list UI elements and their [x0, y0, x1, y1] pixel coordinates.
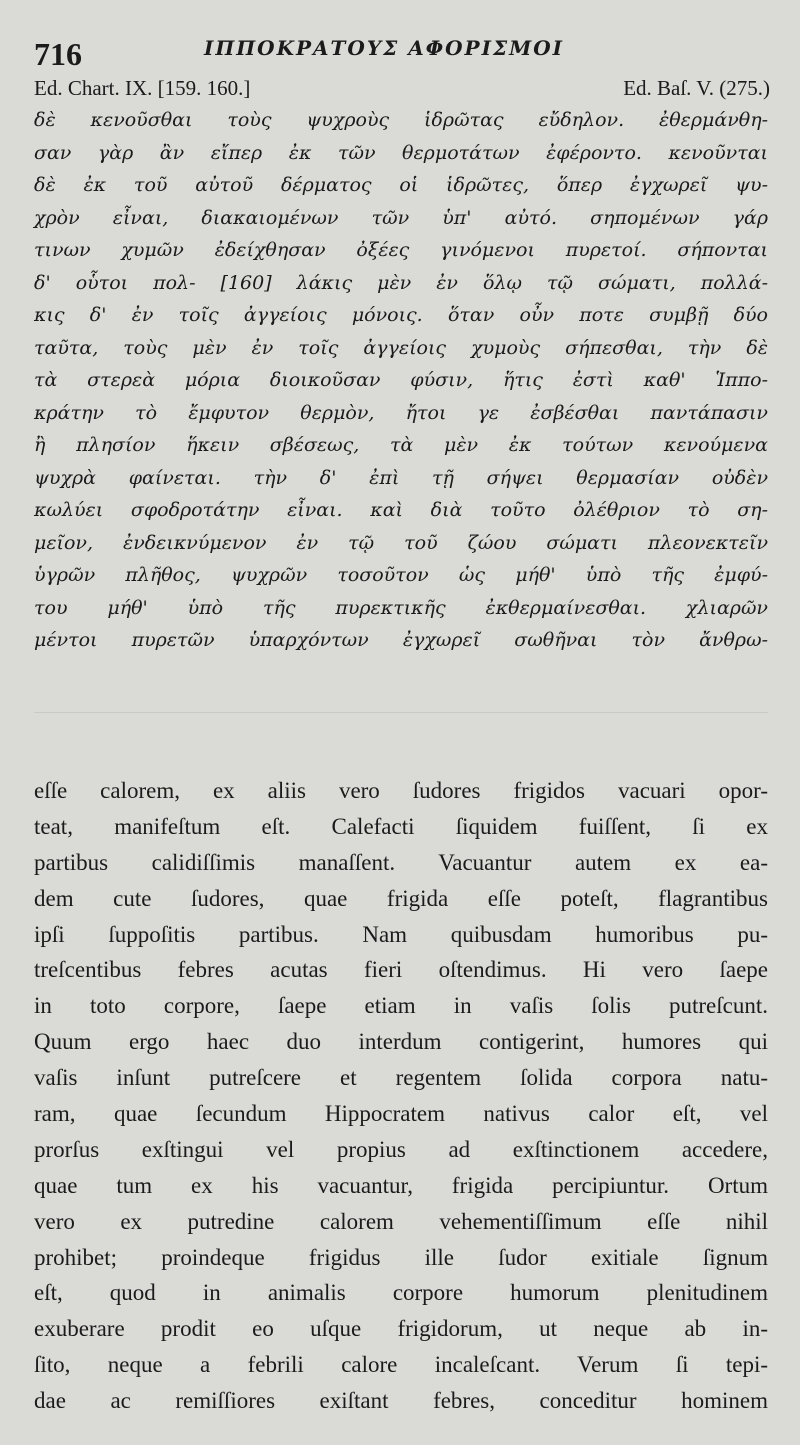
edition-chartier: Ed. Chart. IX. [159. 160.]	[34, 76, 251, 100]
latin-line: partibus calidiſſimis manaſſent. Vacuantur autem ex ea-	[34, 849, 768, 875]
latin-line: Quum ergo haec duo interdum contigerint, humores qui	[34, 1029, 768, 1055]
latin-line: eſt, quod in animalis corpore humorum plenitudinem	[34, 1280, 768, 1306]
latin-line: dem cute ſudores, quae frigida eſſe poteſt, flagrantibus	[34, 885, 768, 911]
greek-line: δὲ κενοῦσθαι τοὺς ψυχροὺς ἱδρῶτας εὔδηλον. ἐθερμάνθη-	[34, 109, 768, 131]
greek-line: τὰ στερεὰ μόρια διοικοῦσαν φύσιν, ἥτις ἐστὶ καθ' Ἱππο-	[34, 369, 768, 391]
greek-line: ταῦτα, τοὺς μὲν ἐν τοῖς ἀγγείοις χυμοὺς σήπεσθαι, τὴν δὲ	[34, 336, 768, 359]
latin-line: ipſi ſuppoſitis partibus. Nam quibusdam humoribus pu-	[34, 921, 768, 947]
latin-line: prohibet; proindeque frigidus ille ſudor exitiale ſignum	[34, 1244, 768, 1270]
running-title: ΙΠΠΟΚΡΑΤΟΥΣ ΑΦΟΡΙΣΜΟΙ	[204, 36, 565, 60]
edition-line	[34, 76, 770, 104]
page-number: 716	[34, 36, 82, 72]
latin-line: ram, quae ſecundum Hippocratem nativus calor eſt, vel	[34, 1101, 768, 1127]
greek-line: κράτην τὸ ἔμφυτον θερμὸν, ἤτοι γε ἐσβέσθαι παντάπασιν	[34, 401, 768, 424]
greek-line: τινων χυμῶν ἐδείχθησαν ὀξέες γινόμενοι πυρετοί. σήπονται	[34, 239, 768, 261]
running-head	[34, 30, 770, 74]
greek-line: κις δ' ἐν τοῖς ἀγγείοις μόνοις. ὅταν οὖν ποτε συμβῇ δύο	[34, 304, 768, 326]
greek-line: κωλύει σφοδροτάτην εἶναι. καὶ διὰ τοῦτο ὀλέθριον τὸ ση-	[34, 499, 768, 521]
latin-line: teat, manifeſtum eſt. Calefacti ſiquidem fuiſſent, ſi ex	[34, 813, 768, 839]
latin-line: ſito, neque a febrili calore incaleſcant. Verum ſi tepi-	[34, 1352, 768, 1378]
latin-line: dae ac remiſſiores exiſtant febres, conceditur hominem	[34, 1388, 768, 1414]
latin-line: in toto corpore, ſaepe etiam in vaſis ſolis putreſcunt.	[34, 993, 768, 1019]
greek-line: δὲ ἐκ τοῦ αὐτοῦ δέρματος οἱ ἱδρῶτες, ὅπερ ἐγχωρεῖ ψυ-	[34, 174, 768, 196]
latin-line: prorſus exſtingui vel propius ad exſtinctionem accedere,	[34, 1136, 768, 1162]
latin-line: eſſe calorem, ex aliis vero ſudores frigidos vacuari opor-	[34, 778, 768, 803]
section-divider	[34, 712, 768, 713]
greek-line: ψυχρὰ φαίνεται. τὴν δ' ἐπὶ τῇ σήψει θερμασίαν οὐδὲν	[34, 466, 768, 489]
latin-line: exuberare prodit eo uſque frigidorum, ut neque ab in-	[34, 1316, 768, 1342]
latin-line: vaſis inſunt putreſcere et regentem ſolida corpora natu-	[34, 1065, 768, 1091]
greek-line: σαν γὰρ ἂν εἴπερ ἐκ τῶν θερμοτάτων ἐφέροντο. κενοῦνται	[34, 141, 768, 164]
greek-line: ὑγρῶν πλῆθος, ψυχρῶν τοσοῦτον ὡς μήθ' ὑπὸ τῆς ἐμφύ-	[34, 564, 768, 586]
latin-line: treſcentibus febres acutas fieri oſtendimus. Hi vero ſaepe	[34, 957, 768, 983]
greek-line: του μήθ' ὑπὸ τῆς πυρεκτικῆς ἐκθερμαίνεσθαι. χλιαρῶν	[34, 596, 768, 619]
greek-line: ἢ πλησίον ἥκειν σβέσεως, τὰ μὲν ἐκ τούτων κενούμενα	[34, 434, 768, 456]
latin-line: vero ex putredine calorem vehementiſſimum eſſe nihil	[34, 1208, 768, 1234]
greek-line: δ' οὗτοι πολ- [160] λάκις μὲν ἐν ὅλῳ τῷ σώματι, πολλά-	[34, 271, 768, 294]
greek-line: μέντοι πυρετῶν ὑπαρχόντων ἐγχωρεῖ σωθῆναι τὸν ἄνθρω-	[34, 629, 768, 651]
latin-text-block	[34, 773, 768, 1419]
greek-line: χρὸν εἶναι, διακαιομένων τῶν ὑπ' αὐτό. σηπομένων γάρ	[34, 206, 768, 229]
greek-line: μεῖον, ἐνδεικνύμενον ἐν τῷ τοῦ ζώου σώματι πλεονεκτεῖν	[34, 531, 768, 554]
latin-line: quae tum ex his vacuantur, frigida percipiuntur. Ortum	[34, 1172, 768, 1198]
greek-text-block	[34, 104, 768, 657]
edition-basel: Ed. Baſ. V. (275.)	[623, 76, 770, 100]
